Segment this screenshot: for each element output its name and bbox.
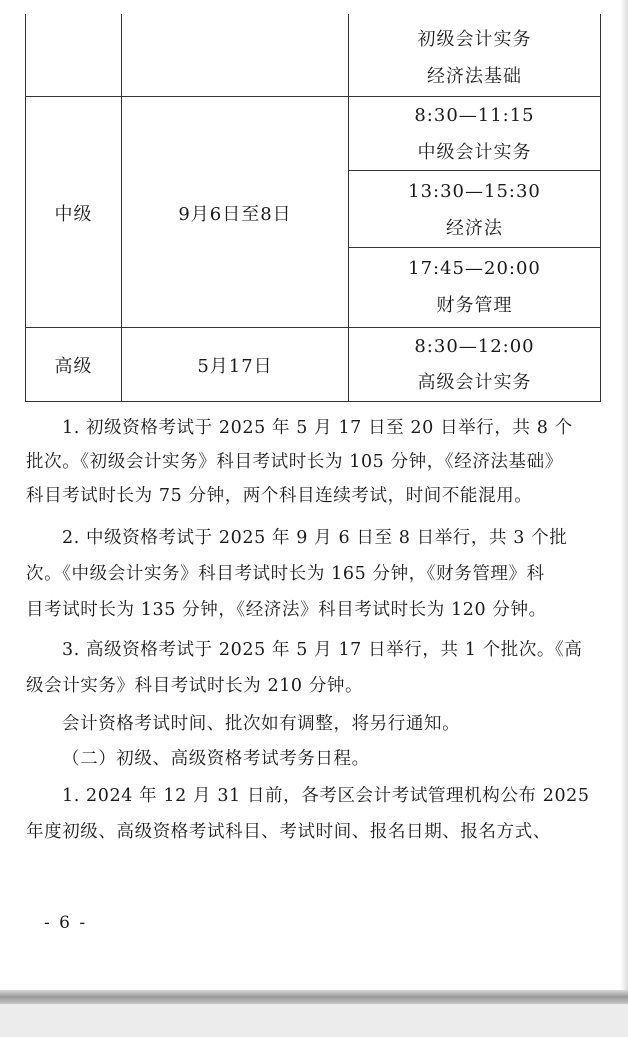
table-cell-subject: 初级会计实务: [417, 29, 532, 50]
table-cell-date: 5月17日: [197, 356, 273, 377]
table-cell-time: 8:30—11:15: [414, 105, 535, 126]
paragraph-line: 年度初级、高级资格考试科目、考试时间、报名日期、报名方式、: [26, 822, 551, 842]
table-cell-subject: 经济法基础: [427, 66, 522, 87]
table-cell-time: 8:30—12:00: [414, 336, 535, 357]
row-divider: [348, 247, 601, 248]
table-cell-level: 高级: [54, 356, 93, 377]
paragraph-line: 1. 初级资格考试于 2025 年 5 月 17 日至 20 日举行，共 8 个: [62, 418, 573, 438]
paragraph-line: 次。《中级会计实务》科目考试时长为 165 分钟，《财务管理》科: [26, 564, 545, 584]
page-number: - 6 -: [44, 913, 88, 933]
paragraph-line: 目考试时长为 135 分钟，《经济法》科目考试时长为 120 分钟。: [26, 600, 547, 620]
table-cell-subject: 财务管理: [436, 295, 513, 316]
scan-bottom-edge: [0, 990, 628, 1004]
paragraph-line: 2. 中级资格考试于 2025 年 9 月 6 日至 8 日举行，共 3 个批: [62, 528, 568, 548]
table-cell-time: 17:45—20:00: [408, 258, 541, 279]
table-cell-subject: 高级会计实务: [417, 372, 532, 393]
paragraph-line: 3. 高级资格考试于 2025 年 5 月 17 日举行，共 1 个批次。《高: [62, 640, 583, 660]
table-cell-subject: 中级会计实务: [417, 142, 532, 163]
paragraph-line: 科目考试时长为 75 分钟，两个科目连续考试，时间不能混用。: [26, 486, 533, 506]
table-cell-date: 9月6日至8日: [178, 204, 292, 225]
scan-background: [0, 1004, 628, 1037]
paragraph-line: 会计资格考试时间、批次如有调整，将另行通知。: [62, 714, 461, 734]
paragraph-line: 1. 2024 年 12 月 31 日前，各考区会计考试管理机构公布 2025: [62, 786, 590, 806]
section-heading: （二）初级、高级资格考试考务日程。: [62, 749, 370, 769]
table-border-right: [600, 14, 601, 402]
exam-schedule-table: [0, 0, 628, 400]
paragraph-line: 级会计实务》科目考试时长为 210 分钟。: [26, 676, 364, 696]
table-cell-time: 13:30—15:30: [408, 181, 541, 202]
table-border-bottom: [25, 401, 601, 402]
table-cell-level: 中级: [54, 204, 93, 225]
page-edge-shadow: [620, 0, 628, 990]
table-cell-subject: 经济法: [446, 218, 503, 239]
paragraph-line: 批次。《初级会计实务》科目考试时长为 105 分钟，《经济法基础》: [26, 452, 563, 472]
